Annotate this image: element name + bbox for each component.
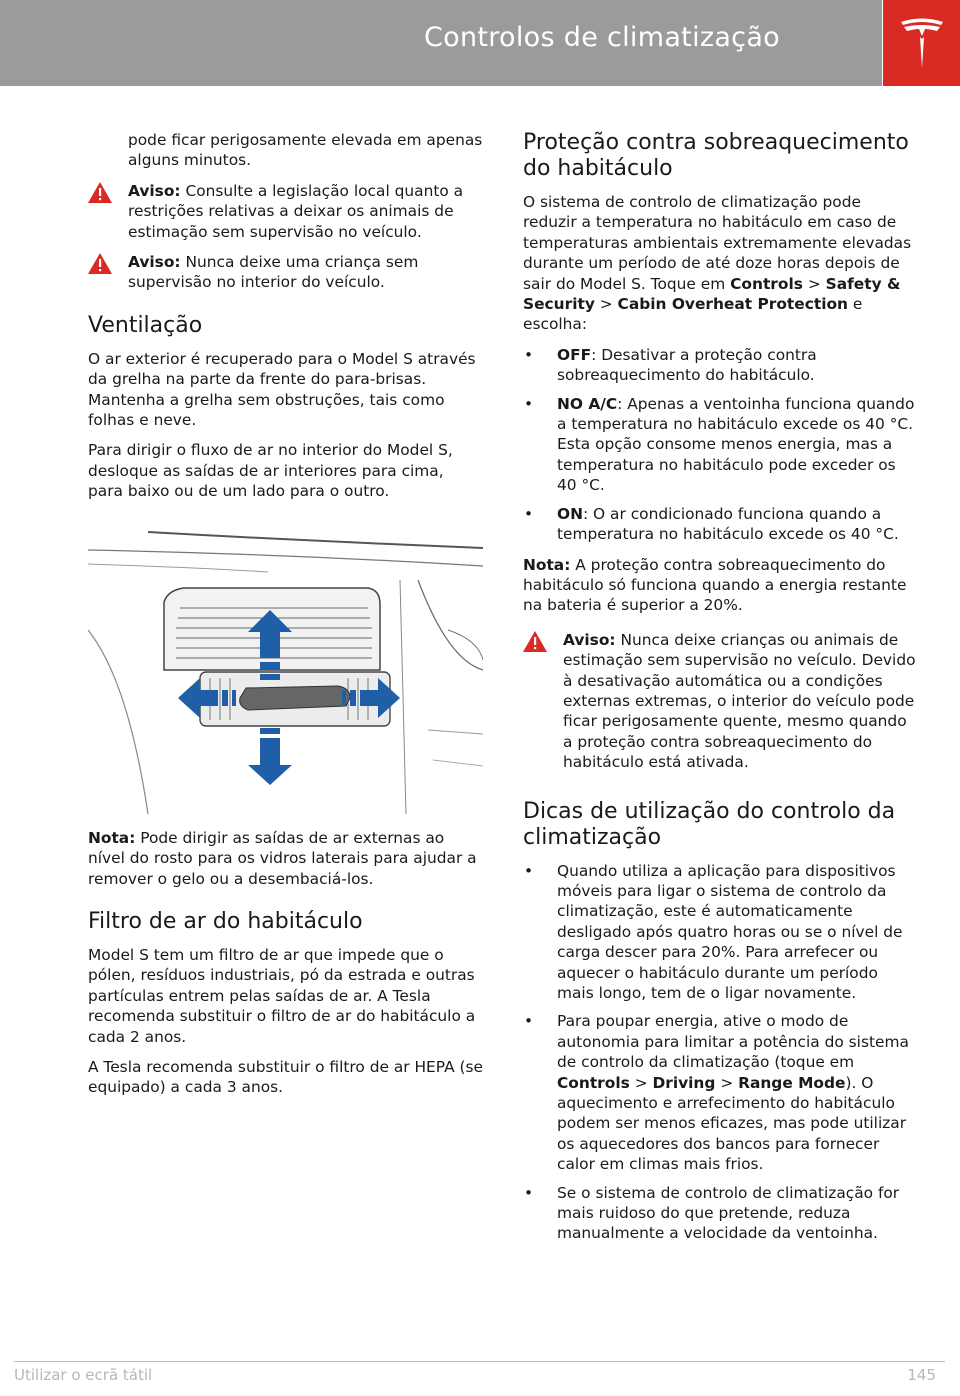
menu-path-controls: Controls — [730, 274, 803, 293]
warning-block — [88, 252, 483, 293]
note-paragraph — [523, 555, 918, 616]
list-item: • Se o sistema de controlo de climatização for mais ruidoso do que pretende, reduza manualmente a velocidade da ventoinha. — [523, 1183, 918, 1244]
note-text: A proteção contra sobreaquecimento do habitáculo só funciona quando a energia restante na bateria é superior a 20%. — [523, 555, 907, 615]
ventilation-paragraph: Para dirigir o fluxo de ar no interior do Model S, desloque as saídas de ar interiores para cima, para baixo ou de um lado para o outro. — [88, 441, 453, 501]
heading-ventilation: Ventilação — [88, 312, 203, 338]
footer-divider — [14, 1361, 945, 1362]
path-separator: > — [802, 274, 826, 293]
list-item — [523, 1011, 918, 1174]
page-number: 145 — [907, 1366, 936, 1384]
note-label: Nota: — [88, 828, 136, 847]
warning-label: Aviso: — [563, 630, 616, 649]
text-run: O sistema de controlo de climatização pode reduzir a temperatura no habitáculo em caso de temperaturas ambientais extremamente elevadas durante um período de até doze horas depois de sair do Model S. Toque em — [523, 193, 912, 293]
path-separator: > — [715, 1073, 739, 1092]
filter-paragraph: Model S tem um filtro de ar que impede que o pólen, resíduos industriais, pó da estrada e outras partículas entrem pelas saídas de ar. A Tesla recomenda substituir o filtro de ar do habitáculo a cada 2 anos. — [88, 945, 476, 1046]
page-header — [0, 0, 882, 86]
air-vent-illustration — [88, 520, 483, 814]
footer-section-title: Utilizar o ecrã tátil — [14, 1366, 153, 1384]
list-item: • Quando utiliza a aplicação para dispositivos móveis para ligar o sistema de controlo da climatização, este é automaticamente desligado após quatro horas ou se o nível de carga descer para 20%. Para arrefecer ou aquecer o habitáculo durante um período mais longo, tem de o ligar novamente. — [523, 861, 918, 1004]
warning-label: Aviso: — [128, 181, 181, 200]
option-no-ac-label: NO A/C — [557, 394, 618, 413]
text-run: e escolha: — [523, 295, 863, 334]
menu-path-safety-security: Safety & Security — [523, 274, 901, 314]
note-label: Nota: — [523, 555, 571, 574]
right-column — [523, 130, 918, 1254]
warning-text: Nunca deixe crianças ou animais de estimação sem supervisão no veículo. Devido à desativação automática ou a condições externas extremas, o interior do veículo pode ficar perigosamente quente, mesmo quando a proteção contra sobreaquecimento do habitáculo está ativada. — [563, 630, 916, 772]
option-text: : Desativar a proteção contra sobreaquecimento do habitáculo. — [557, 345, 817, 385]
path-separator: > — [629, 1073, 653, 1092]
text-run: ). O aquecimento e arrefecimento do habitáculo podem ser menos eficazes, mas pode utilizar os aquecedores dos bancos para fornecer calor em climas mais frios. — [557, 1073, 907, 1174]
option-text: : O ar condicionado funciona quando a temperatura no habitáculo excede os 40 °C. — [557, 504, 899, 544]
left-column — [88, 130, 483, 1108]
filter-paragraph: A Tesla recomenda substituir o filtro de ar HEPA (se equipado) a cada 3 anos. — [88, 1057, 483, 1097]
warning-block — [523, 630, 918, 773]
warning-triangle-icon — [88, 182, 112, 203]
menu-path-controls: Controls — [557, 1073, 630, 1092]
option-on-label: ON — [557, 504, 583, 523]
brand-logo-box — [883, 0, 960, 86]
option-off-label: OFF — [557, 345, 592, 364]
warning-triangle-icon — [88, 253, 112, 274]
ventilation-paragraph: O ar exterior é recuperado para o Model S através da grelha na parte da frente do para-brisas. Mantenha a grelha sem obstruções, tais como folhas e neve. — [88, 349, 476, 430]
note-paragraph — [88, 828, 483, 889]
text-run: Para poupar energia, ative o modo de autonomia para limitar a potência do sistema de controlo da climatização (toque em — [557, 1012, 909, 1072]
list-item — [523, 345, 918, 386]
warning-label: Aviso: — [128, 253, 181, 272]
protection-paragraph — [523, 192, 918, 335]
intro-paragraph: pode ficar perigosamente elevada em apenas alguns minutos. — [128, 131, 483, 170]
heading-climate-tips: Dicas de utilização do controlo da climatização — [523, 798, 896, 850]
path-separator: > — [594, 295, 618, 314]
warning-text: Nunca deixe uma criança sem supervisão no interior do veículo. — [128, 253, 419, 292]
option-text: : Apenas a ventoinha funciona quando a temperatura no habitáculo excede os 40 °C. Esta opção consome menos energia, mas a temperatura no habitáculo pode exceder os 40 °C. — [557, 394, 915, 495]
list-item — [523, 504, 918, 545]
heading-cabin-air-filter: Filtro de ar do habitáculo — [88, 908, 363, 934]
warning-text: Consulte a legislação local quanto a restrições relativas a deixar os animais de estimação sem supervisão no veículo. — [128, 181, 464, 241]
warning-triangle-icon — [523, 631, 547, 652]
page-title: Controlos de climatização — [423, 22, 780, 53]
tips-list — [523, 861, 918, 1244]
note-text: Pode dirigir as saídas de ar externas ao nível do rosto para os vidros laterais para ajudar a remover o gelo ou a desembaciá-los. — [88, 828, 477, 888]
menu-path-cabin-overheat-protection: Cabin Overheat Protection — [617, 295, 849, 314]
menu-path-driving: Driving — [652, 1073, 716, 1092]
menu-path-range-mode: Range Mode — [738, 1073, 846, 1092]
heading-cabin-overheat-protection: Proteção contra sobreaquecimento do habitáculo — [523, 130, 909, 181]
list-item — [523, 394, 918, 496]
tesla-logo-icon — [899, 16, 945, 70]
protection-options-list — [523, 345, 918, 545]
warning-block — [88, 181, 483, 242]
